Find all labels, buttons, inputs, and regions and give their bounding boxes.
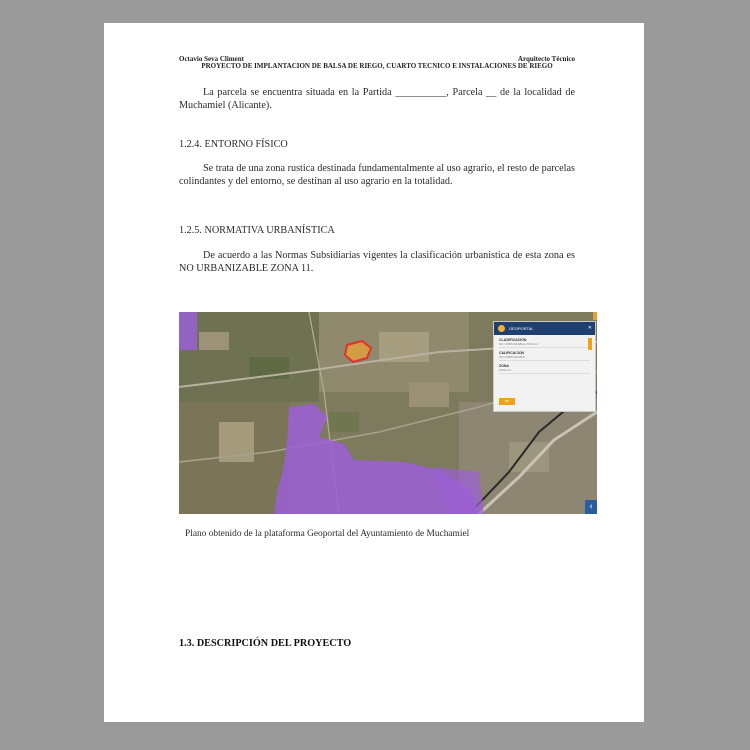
author-name: Octavio Seva Climent [179,55,244,63]
normativa-paragraph: De acuerdo a las Normas Subsidiarias vigentes la clasificación urbanistica de esta zona es NO URBANIZABLE ZONA 11. [179,250,575,274]
heading-entorno: 1.2.4. ENTORNO FÍSICO [179,139,288,150]
heading-normativa: 1.2.5. NORMATIVA URBANÍSTICA [179,225,335,236]
close-icon[interactable]: ✕ [587,325,592,331]
page-header [179,56,575,70]
panel-body [494,335,595,380]
geoportal-logo-icon [498,325,505,332]
chevron-left-icon[interactable]: ‹ [585,500,597,514]
author-role: Arquitecto Técnico [517,55,575,63]
geoportal-map[interactable] [179,312,597,514]
location-paragraph: La parcela se encuentra situada en la Partida __________, Parcela __ de la localidad de Muchamiel (Alicante). [179,87,575,111]
panel-scroll-handle[interactable] [588,338,592,350]
panel-title: GEOPORTAL [509,326,534,331]
panel-ok-button[interactable]: OK [499,398,515,405]
field-zona: ZONA ZONA 11 [499,364,590,374]
entorno-paragraph: Se trata de una zona rustica destinada fundamentalmente al uso agrario, el resto de parcelas colindantes y del entorno, se destinan al uso agrario en la totalidad. [179,163,575,187]
map-pin-icon[interactable] [593,312,597,320]
figure-caption: Plano obtenido de la plataforma Geoportal del Ayuntamiento de Muchamiel [185,529,470,539]
info-panel [493,321,596,412]
heading-descripcion: 1.3. DESCRIPCIÓN DEL PROYECTO [179,638,352,649]
document-page [104,23,644,722]
field-calificacion: CALIFICACION NO URBANIZABLE [499,351,590,361]
panel-header [494,322,595,335]
project-title: PROYECTO DE IMPLANTACION DE BALSA DE RIEGO, CUARTO TECNICO E INSTALACIONES DE RIEGO [201,62,553,70]
field-clasificacion: CLASIFICACION NO URBANIZABLE ZONA 11 [499,338,590,348]
